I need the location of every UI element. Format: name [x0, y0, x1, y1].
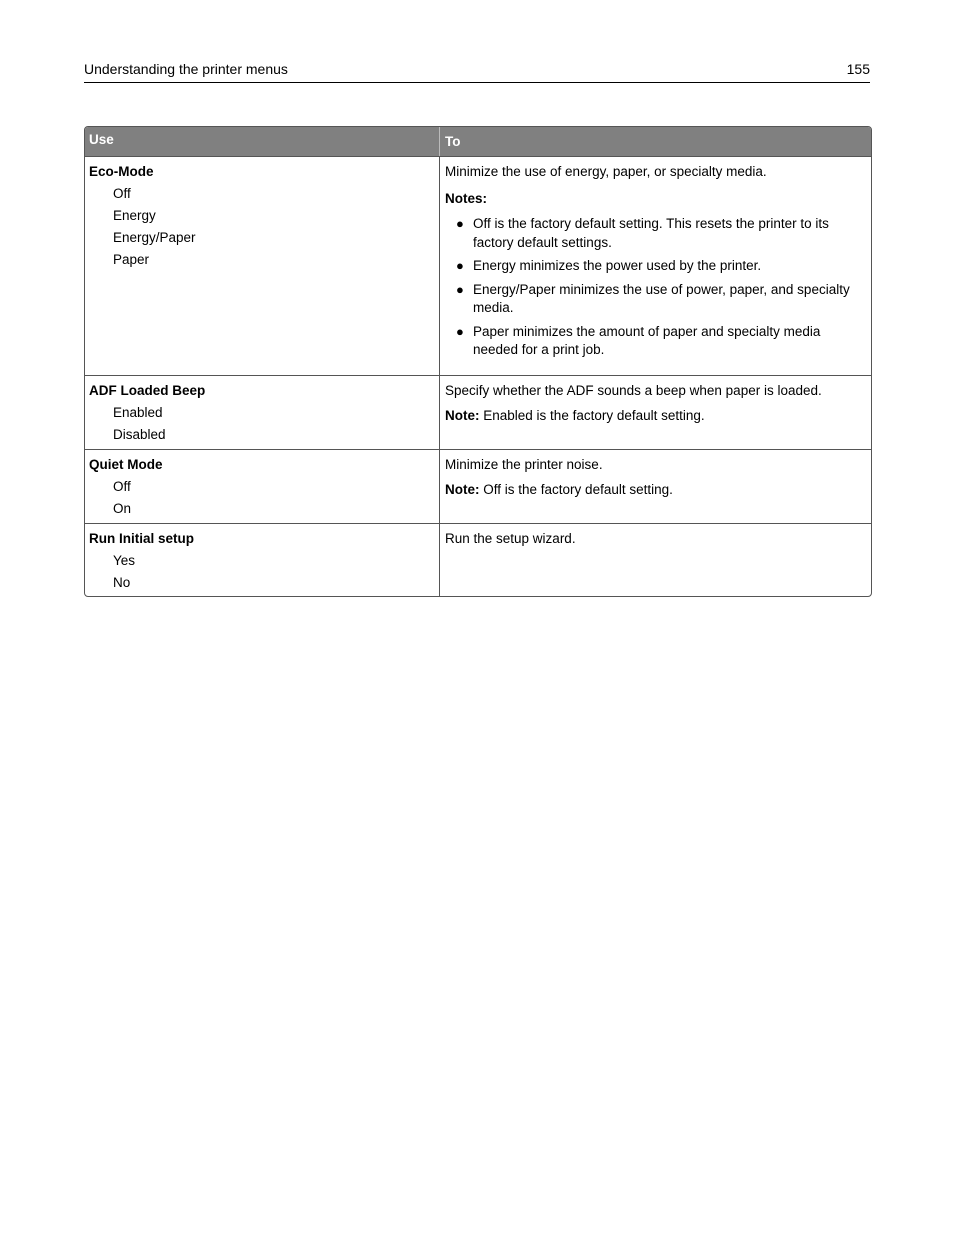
menu-item-name: ADF Loaded Beep [89, 383, 206, 398]
menu-description: Run the setup wizard. [445, 531, 576, 546]
note-label: Note: [445, 408, 480, 423]
menu-option: Energy [113, 208, 156, 223]
note-line [445, 407, 865, 425]
menu-description: Specify whether the ADF sounds a beep when paper is loaded. [445, 383, 822, 398]
note-label: Note: [445, 482, 480, 497]
table-row [85, 156, 871, 375]
menu-item-name: Run Initial setup [89, 531, 195, 546]
menu-option: Off [113, 479, 131, 494]
column-header-use: Use [85, 127, 440, 156]
note-item [445, 257, 865, 276]
note-text: Energy/Paper minimizes the use of power, paper, and specialty media. [473, 281, 850, 315]
bullet-icon: ● [456, 281, 464, 297]
notes-list [445, 215, 865, 360]
table-row [85, 449, 871, 523]
note-item [445, 281, 865, 318]
menu-option: Enabled [113, 405, 163, 420]
menu-description: Minimize the printer noise. [445, 457, 603, 472]
use-cell [85, 524, 440, 596]
note-text: Off is the factory default setting. This resets the printer to its factory default settings. [473, 216, 829, 250]
table-row [85, 523, 871, 596]
note-line [445, 481, 865, 499]
note-text: Energy minimizes the power used by the printer. [473, 258, 762, 273]
bullet-icon: ● [456, 258, 464, 273]
table-header-row [85, 127, 871, 156]
to-cell [440, 157, 871, 375]
use-cell [85, 376, 440, 449]
note-item [445, 323, 865, 360]
use-cell [85, 157, 440, 375]
menu-table [84, 126, 872, 597]
menu-option: Yes [113, 553, 136, 568]
notes-label: Notes: [445, 191, 488, 206]
menu-option: Disabled [113, 427, 166, 442]
bullet-icon: ● [456, 216, 464, 231]
page-number: 155 [846, 61, 870, 77]
bullet-icon: ● [456, 323, 464, 339]
menu-option: On [113, 501, 132, 516]
note-text: Enabled is the factory default setting. [483, 408, 705, 423]
to-cell [440, 524, 871, 596]
to-cell [440, 450, 871, 523]
to-cell [440, 376, 871, 449]
note-text: Paper minimizes the amount of paper and specialty media needed for a print job. [473, 323, 821, 357]
page-header-title: Understanding the printer menus [84, 61, 288, 77]
menu-description: Minimize the use of energy, paper, or specialty media. [445, 164, 767, 179]
menu-option: No [113, 575, 131, 590]
menu-option: Energy/Paper [113, 230, 196, 245]
menu-item-name: Quiet Mode [89, 457, 163, 472]
menu-option: Off [113, 186, 131, 201]
column-header-to: To [445, 134, 461, 149]
note-item [445, 215, 865, 252]
page-header [84, 60, 870, 83]
use-cell [85, 450, 440, 523]
table-row [85, 375, 871, 449]
menu-option: Paper [113, 252, 150, 267]
menu-item-name: Eco-Mode [89, 164, 154, 179]
note-text: Off is the factory default setting. [483, 482, 673, 497]
